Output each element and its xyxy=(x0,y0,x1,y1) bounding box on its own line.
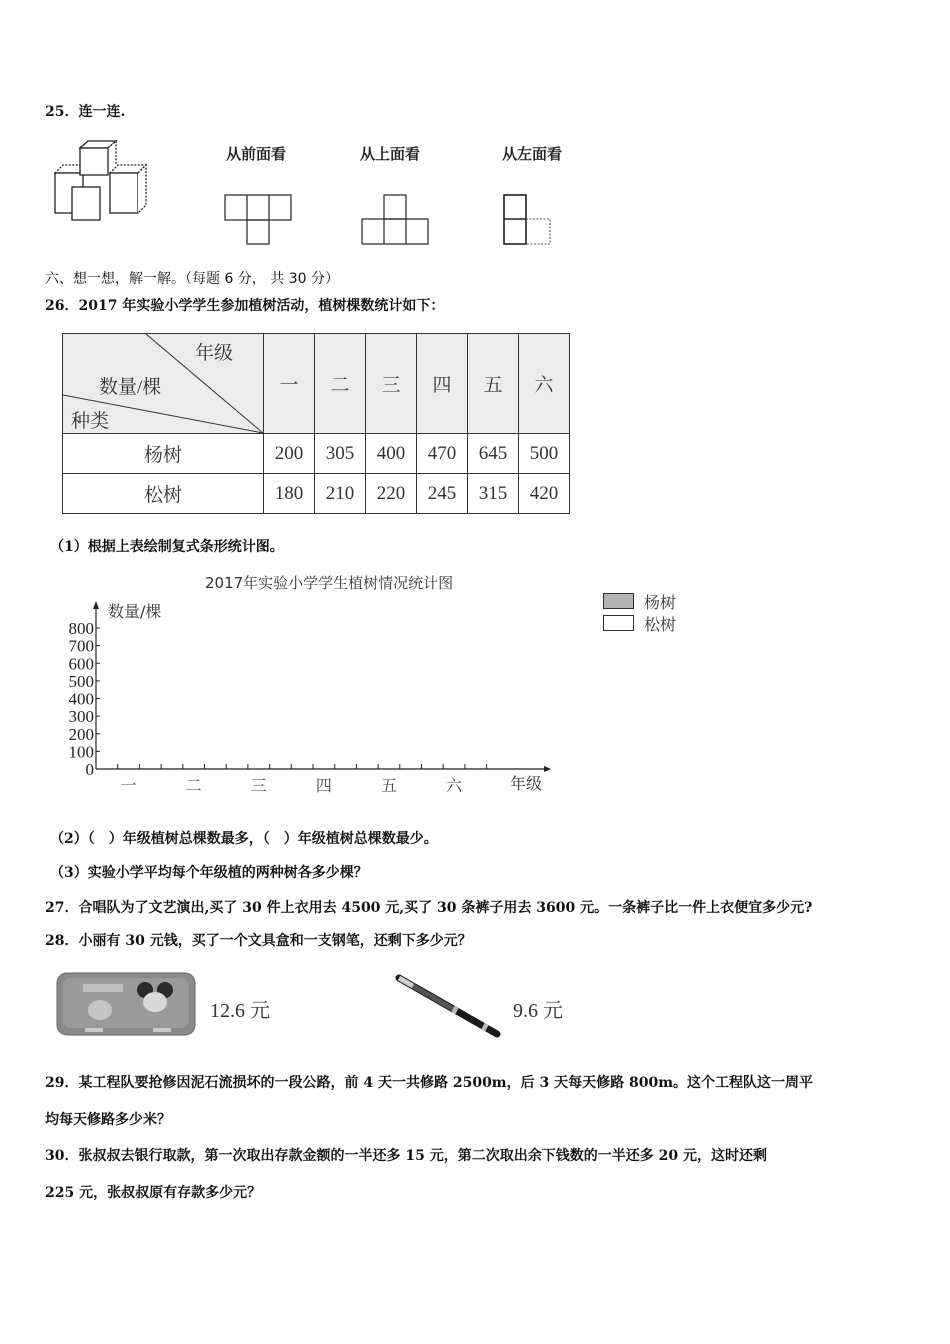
table-cell: 210 xyxy=(315,474,366,514)
corner-label-quantity: 数量/棵 xyxy=(99,377,162,398)
legend-label: 松树 xyxy=(644,614,677,634)
row-label: 松树 xyxy=(63,474,264,514)
column-header: 三 xyxy=(366,334,417,434)
question-30-line-1: 30．张叔叔去银行取款，第一次取出存款金额的一半还多 15 元，第二次取出余下钱数的一半还多 20 元，这时还剩 xyxy=(45,1148,767,1164)
legend-swatch-gray-icon xyxy=(603,593,634,609)
pencil-case-price: 12.6 元 xyxy=(210,1000,270,1022)
view-label-front: 从前面看 xyxy=(226,145,287,163)
svg-text:一: 一 xyxy=(120,776,137,795)
question-26-title: 26．2017 年实验小学学生参加植树活动，植树棵数统计如下： xyxy=(45,298,445,314)
chart-legend xyxy=(603,590,676,634)
pen-price: 9.6 元 xyxy=(513,1000,563,1022)
chart-title: 2017年实验小学学生植树情况统计图 xyxy=(205,574,454,592)
question-27: 27．合唱队为了文艺演出,买了 30 件上衣用去 4500 元,买了 30 条裤子用去 3600 元。一条裤子比一件上衣便宜多少元? xyxy=(45,900,813,916)
view-label-top: 从上面看 xyxy=(360,145,421,163)
fountain-pen-image xyxy=(393,970,503,1040)
svg-text:三: 三 xyxy=(250,776,267,795)
svg-text:四: 四 xyxy=(315,776,332,795)
column-header: 六 xyxy=(519,334,570,434)
chart-axes xyxy=(55,595,565,805)
bar-chart xyxy=(55,595,565,805)
question-28: 28．小丽有 30 元钱，买了一个文具盒和一支钢笔，还剩下多少元？ xyxy=(45,933,472,949)
table-cell: 470 xyxy=(417,434,468,474)
svg-text:500: 500 xyxy=(68,671,94,691)
svg-text:100: 100 xyxy=(68,742,94,762)
question-26-part-3: （3）实验小学平均每个年级植的两种树各多少棵？ xyxy=(50,865,368,881)
table-cell: 220 xyxy=(366,474,417,514)
question-26-part-2: （2）（ ）年级植树总棵数最多，（ ）年级植树总棵数最少。 xyxy=(50,831,438,847)
top-view-shape xyxy=(360,192,440,248)
question-29-line-1: 29．某工程队要抢修因泥石流损坏的一段公路，前 4 天一共修路 2500m，后 3 天每天修路 800m。这个工程队这一周平 xyxy=(45,1075,814,1091)
table-cell: 645 xyxy=(468,434,519,474)
column-header: 四 xyxy=(417,334,468,434)
table-cell: 315 xyxy=(468,474,519,514)
svg-text:700: 700 xyxy=(68,636,94,656)
left-view-shape xyxy=(500,192,560,248)
cube-figure xyxy=(50,140,160,225)
front-view-shape xyxy=(222,192,302,248)
svg-text:数量/棵: 数量/棵 xyxy=(108,602,162,621)
svg-text:200: 200 xyxy=(68,724,94,744)
question-29-line-2: 均每天修路多少米？ xyxy=(45,1112,171,1128)
row-label: 杨树 xyxy=(63,434,264,474)
table-row xyxy=(63,434,570,474)
table-cell: 500 xyxy=(519,434,570,474)
legend-item-poplar xyxy=(603,590,676,612)
table-cell: 420 xyxy=(519,474,570,514)
corner-label-type: 种类 xyxy=(71,411,110,432)
section-6-heading: 六、想一想，解一解。（每题 6 分， 共 30 分） xyxy=(45,271,339,287)
view-label-left: 从左面看 xyxy=(502,145,563,163)
svg-text:600: 600 xyxy=(68,654,94,674)
corner-label-grade: 年级 xyxy=(195,343,234,364)
svg-text:300: 300 xyxy=(68,707,94,727)
column-header: 五 xyxy=(468,334,519,434)
table-row xyxy=(63,474,570,514)
column-header: 一 xyxy=(264,334,315,434)
table-cell: 245 xyxy=(417,474,468,514)
cube-stack-icon xyxy=(50,140,160,225)
table-cell: 400 xyxy=(366,434,417,474)
svg-text:年级: 年级 xyxy=(510,774,543,793)
legend-label: 杨树 xyxy=(644,592,677,612)
fountain-pen-icon xyxy=(393,970,503,1040)
pencil-case-image xyxy=(55,970,197,1038)
question-30-line-2: 225 元，张叔叔原有存款多少元？ xyxy=(45,1185,262,1201)
question-25-title: 25．连一连. xyxy=(45,104,126,120)
svg-text:0: 0 xyxy=(85,760,94,779)
table-cell: 305 xyxy=(315,434,366,474)
table-cell: 180 xyxy=(264,474,315,514)
svg-text:六: 六 xyxy=(446,776,463,795)
legend-item-pine xyxy=(603,612,676,634)
svg-text:400: 400 xyxy=(68,689,94,709)
legend-swatch-white-icon xyxy=(603,615,634,631)
svg-text:二: 二 xyxy=(185,776,202,795)
column-header: 二 xyxy=(315,334,366,434)
svg-text:800: 800 xyxy=(68,619,94,638)
tree-data-table xyxy=(62,333,570,514)
table-cell: 200 xyxy=(264,434,315,474)
pencil-case-icon xyxy=(55,970,197,1038)
question-26-part-1: （1）根据上表绘制复式条形统计图。 xyxy=(50,539,284,555)
table-corner-header xyxy=(63,334,264,434)
svg-text:五: 五 xyxy=(380,776,397,795)
